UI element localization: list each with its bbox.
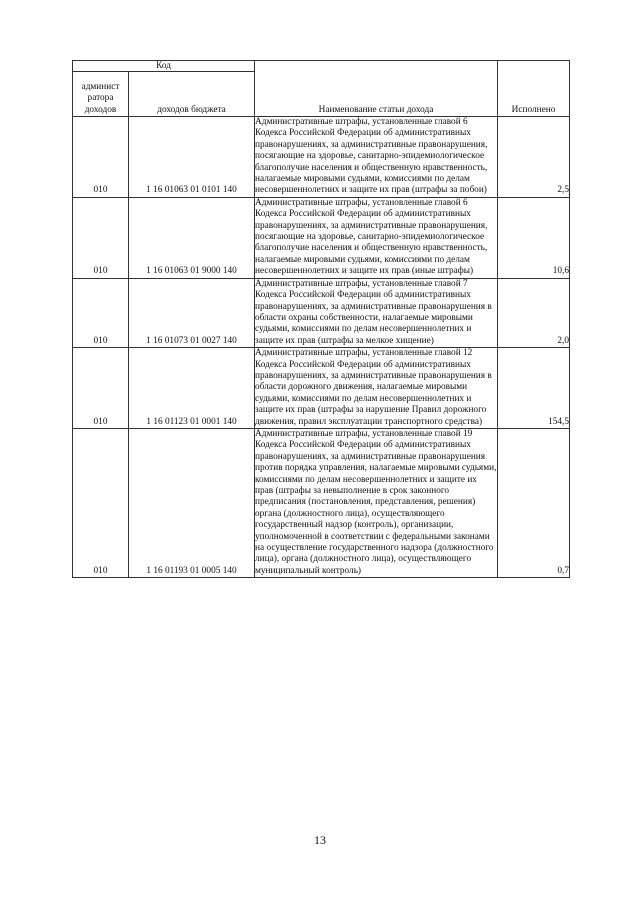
executed-amount-cell: 154,5 [498,348,570,429]
header-row-top [73,61,570,72]
executed-amount-cell: 0,7 [498,428,570,577]
executed-column-header: Исполнено [498,61,570,117]
item-name-cell: Административные штрафы, установленные главой 7 Кодекса Российской Федерации об административных правонарушениях, за административные правонарушения в области охраны собственности, налагаемые мировыми судьями, комиссиями по делам несовершеннолетних и защите их прав (штрафы за мелкое хищение) [255,278,498,347]
item-name-cell: Административные штрафы, установленные главой 12 Кодекса Российской Федерации об административных правонарушениях, за административные правонарушения в области дорожного движения, налагаемые мировыми судьями, комиссиями по делам несовершеннолетних и защите их прав (штрафы за нарушение Правил дорожного движения, правил эксплуатации транспортного средства) [255,348,498,429]
income-code-cell: 1 16 01073 01 0027 140 [129,278,255,347]
income-code-cell: 1 16 01063 01 9000 140 [129,197,255,278]
code-group-header: Код [73,61,255,72]
income-code-cell: 1 16 01193 01 0005 140 [129,428,255,577]
admin-code-cell: 010 [73,117,129,198]
admin-column-header: админист ратора доходов [73,72,129,117]
table-row [73,348,570,429]
executed-amount-cell: 2,5 [498,117,570,198]
income-code-cell: 1 16 01063 01 0101 140 [129,117,255,198]
item-name-cell: Административные штрафы, установленные главой 6 Кодекса Российской Федерации об административных правонарушениях, за административные правонарушения, посягающие на здоровье, санитарно-эпидемиологическое благополучие населения и общественную нравственность, налагаемые мировыми судьями, комиссиями по делам несовершеннолетних и защите их прав (иные штрафы) [255,197,498,278]
table-row [73,428,570,577]
name-column-header: Наименование статьи дохода [255,61,498,117]
executed-amount-cell: 2,0 [498,278,570,347]
admin-code-cell: 010 [73,348,129,429]
page-number: 13 [314,833,326,847]
income-code-column-header: доходов бюджета [129,72,255,117]
table-row [73,197,570,278]
table-row [73,117,570,198]
table-row [73,278,570,347]
admin-code-cell: 010 [73,278,129,347]
income-code-cell: 1 16 01123 01 0001 140 [129,348,255,429]
executed-amount-cell: 10,6 [498,197,570,278]
item-name-cell: Административные штрафы, установленные главой 19 Кодекса Российской Федерации об административных правонарушениях, за административные правонарушения против порядка управления, налагаемые мировыми судьями, комиссиями по делам несовершеннолетних и защите их прав (штрафы за невыполнение в срок законного предписания (постановления, представления, решения) органа (должностного лица), осуществляющего государственный надзор (контроль), организации, уполномоченной в соответствии с федеральными законами на осуществление государственного надзора (должностного лица), органа (должностного лица), осуществляющего муниципальный контроль) [255,428,497,576]
revenue-table [72,60,570,578]
admin-code-cell: 010 [73,197,129,278]
item-name-cell: Административные штрафы, установленные главой 6 Кодекса Российской Федерации об административных правонарушениях, за административные правонарушения, посягающие на здоровье, санитарно-эпидемиологическое благополучие населения и общественную нравственность, налагаемые мировыми судьями, комиссиями по делам несовершеннолетних и защите их прав (штрафы за побои) [255,117,498,198]
admin-code-cell: 010 [73,428,129,577]
